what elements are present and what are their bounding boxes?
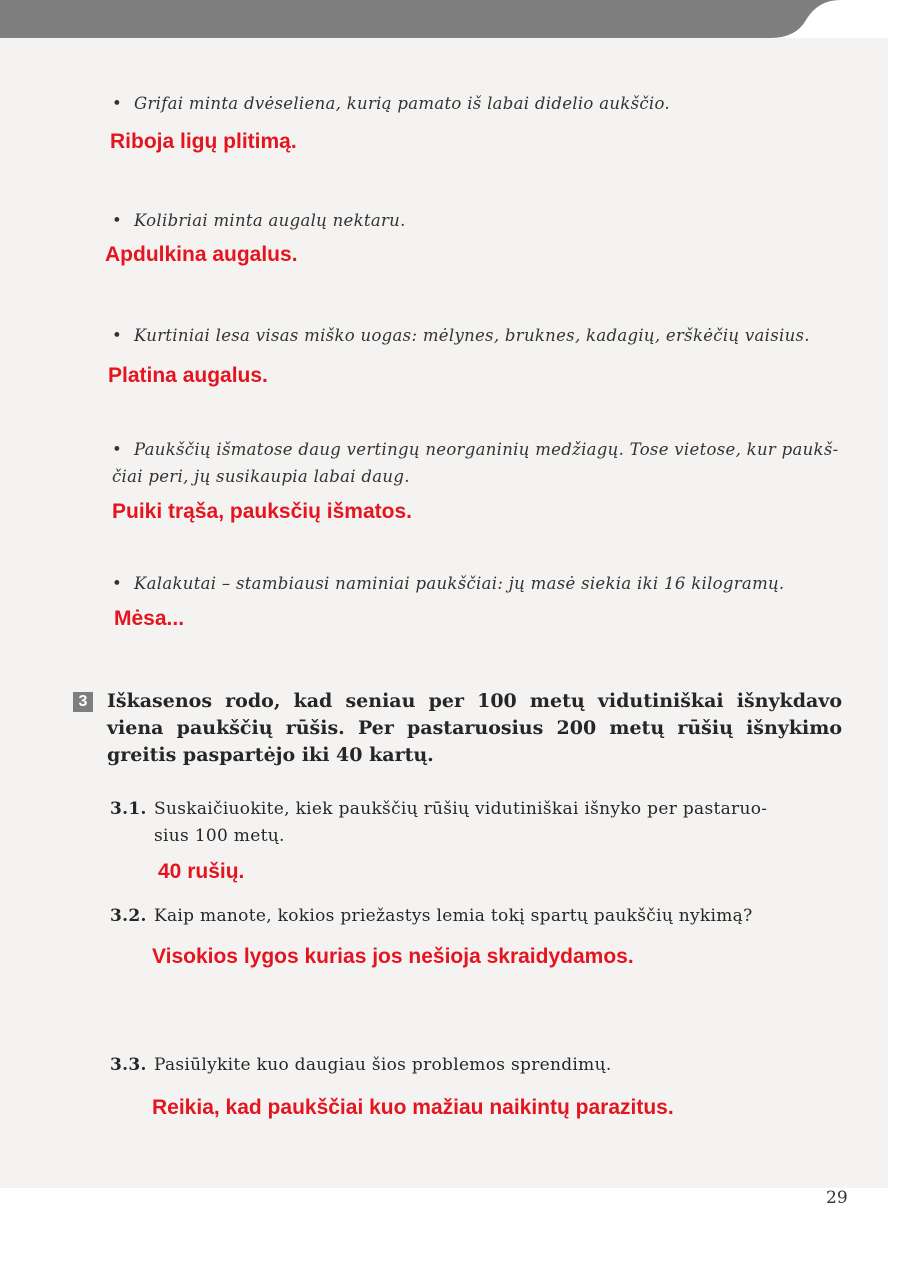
bullet-text: Kalakutai – stambiausi naminiai paukščiai: jų masė siekia iki 16 kilogramų. [134,574,785,593]
bullet-item [112,570,852,597]
subtask-3-3 [110,1052,845,1079]
bullet-text: Kolibriai minta augalų nektaru. [134,211,406,230]
subtask-3-1 [110,796,845,850]
subtask-number: 3.3. [110,1055,147,1075]
page-number: 29 [826,1188,848,1208]
bullet-symbol: • [112,211,123,230]
subtask-text: Kaip manote, kokios priežastys lemia tokį spartų paukščių nykimą? [154,906,753,926]
task-statement: Iškasenos rodo, kad seniau per 100 metų vidutiniškai išnykdavo viena paukščių rūšis. Per pastaruosius 200 metų rūšių išnykimo greitis paspartėjo iki 40 kartų. [107,690,842,766]
bullet-symbol: • [112,326,123,345]
bullet-text: Kurtiniai lesa visas miško uogas: mėlynes, bruknes, kadagių, erškėčių vaisius. [134,326,810,345]
task-number-badge: 3 [73,692,93,712]
subtask-text-continued: sius 100 metų. [154,826,285,846]
handwritten-answer: Platina augalus. [108,364,268,387]
right-margin [888,38,900,1188]
bullet-text: Grifai minta dvėseliena, kurią pamato iš labai didelio aukščio. [134,94,670,113]
subtask-number: 3.2. [110,906,147,926]
handwritten-answer: Mėsa... [114,607,185,630]
subtask-text: Pasiūlykite kuo daugiau šios problemos sprendimų. [154,1055,612,1075]
page-header-bar [0,0,900,38]
subtask-number: 3.1. [110,799,147,819]
bullet-symbol: • [112,574,123,593]
handwritten-answer: Riboja ligų plitimą. [110,130,297,153]
subtask-3-2 [110,903,845,930]
handwritten-answer: Apdulkina augalus. [105,243,298,266]
handwritten-answer: Puiki trąša, pauksčių išmatos. [112,500,412,523]
bullet-symbol: • [112,94,123,113]
bottom-margin [0,1188,900,1279]
subtask-text: Suskaičiuokite, kiek paukščių rūšių vidutiniškai išnyko per pastaruo- [154,799,768,819]
bullet-item [112,90,852,117]
bullet-item [112,436,852,490]
handwritten-answer: Reikia, kad paukščiai kuo mažiau naikintų parazitus. [152,1096,674,1119]
bullet-text: Paukščių išmatose daug vertingų neorganinių medžiagų. Tose vietose, kur paukš- [134,440,839,459]
bullet-item [112,322,852,349]
bullet-item [112,207,852,234]
bullet-symbol: • [112,440,123,459]
bullet-text-continued: čiai peri, jų susikaupia labai daug. [112,467,410,486]
handwritten-answer: Visokios lygos kurias jos nešioja skraidydamos. [152,945,634,968]
handwritten-answer: 40 rušių. [158,860,245,883]
